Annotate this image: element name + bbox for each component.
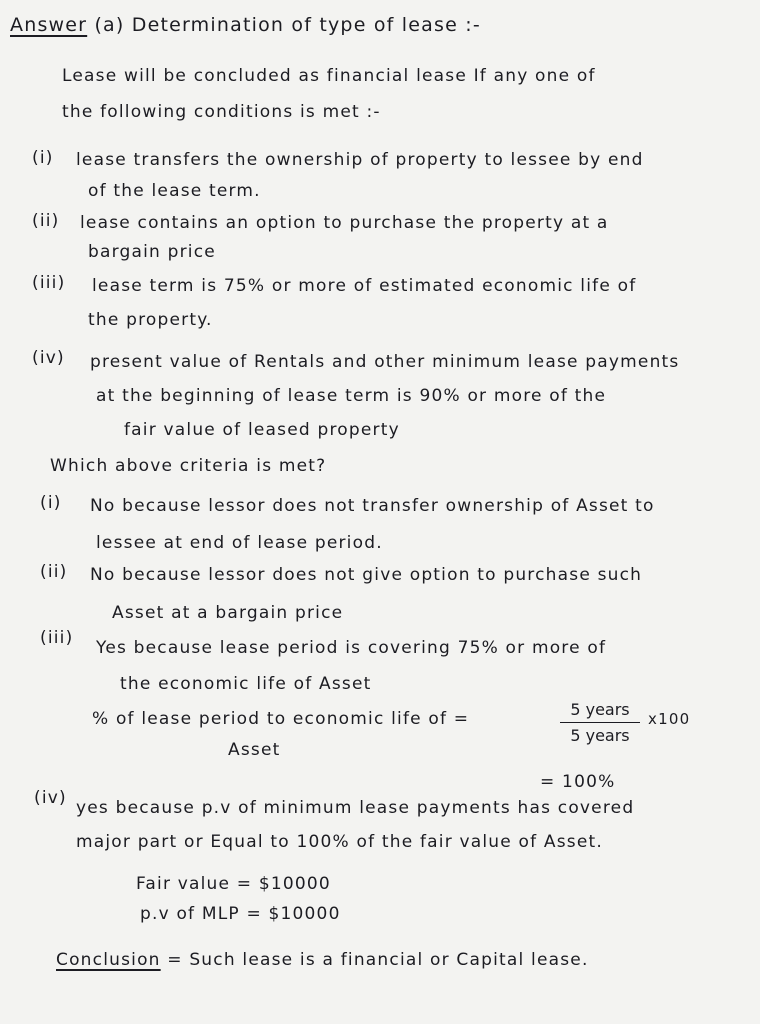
calc-multiplier: x100 [648,710,691,728]
condition-number: (iii) [32,273,66,293]
calc-result: = 100% [540,772,616,792]
answer-text: No because lessor does not transfer ownership of Asset to [90,496,655,516]
answer-label: Answer [10,14,88,36]
condition-text: lease contains an option to purchase the property at a [80,213,609,233]
calc-numerator: 5 years [570,700,630,719]
conclusion-label: Conclusion [56,950,161,970]
condition-text: fair value of leased property [124,420,400,440]
answer-number: (iv) [34,788,67,808]
calc-denominator: 5 years [570,726,630,745]
answer-text: yes because p.v of minimum lease payments has covered [76,798,635,818]
condition-text: at the beginning of lease term is 90% or more of the [96,386,607,406]
answer-heading [10,16,481,35]
condition-text: bargain price [88,242,216,262]
fair-value-line: Fair value = $10000 [136,874,331,894]
answer-text: lessee at end of lease period. [96,533,383,553]
intro-line-1: Lease will be concluded as financial lease If any one of [62,66,596,86]
condition-text: lease term is 75% or more of estimated economic life of [92,276,637,296]
answer-text: major part or Equal to 100% of the fair value of Asset. [76,832,603,852]
pv-mlp-line: p.v of MLP = $10000 [140,904,341,924]
calc-label: % of lease period to economic life of = [92,709,470,729]
condition-text: present value of Rentals and other minimum lease payments [90,352,680,372]
answer-number: (i) [40,493,62,513]
conclusion [56,952,589,969]
condition-text: of the lease term. [88,181,261,201]
answer-text: Asset at a bargain price [112,603,344,623]
answer-title: (a) Determination of type of lease :- [94,14,481,36]
intro-line-2: the following conditions is met :- [62,102,381,122]
condition-text: lease transfers the ownership of property to lessee by end [76,150,644,170]
condition-number: (ii) [32,211,60,231]
condition-number: (i) [32,148,54,168]
answer-text: No because lessor does not give option to purchase such [90,565,643,585]
condition-number: (iv) [32,348,65,368]
calc-label-asset: Asset [228,740,281,760]
fraction-bar [560,722,640,723]
criteria-question: Which above criteria is met? [50,456,327,476]
answer-number: (iii) [40,628,74,648]
condition-text: the property. [88,310,213,330]
answer-number: (ii) [40,562,68,582]
conclusion-text: = Such lease is a financial or Capital lease. [167,950,589,970]
answer-text: Yes because lease period is covering 75% or more of [96,638,607,658]
calc-fraction [560,700,640,745]
answer-text: the economic life of Asset [120,674,372,694]
